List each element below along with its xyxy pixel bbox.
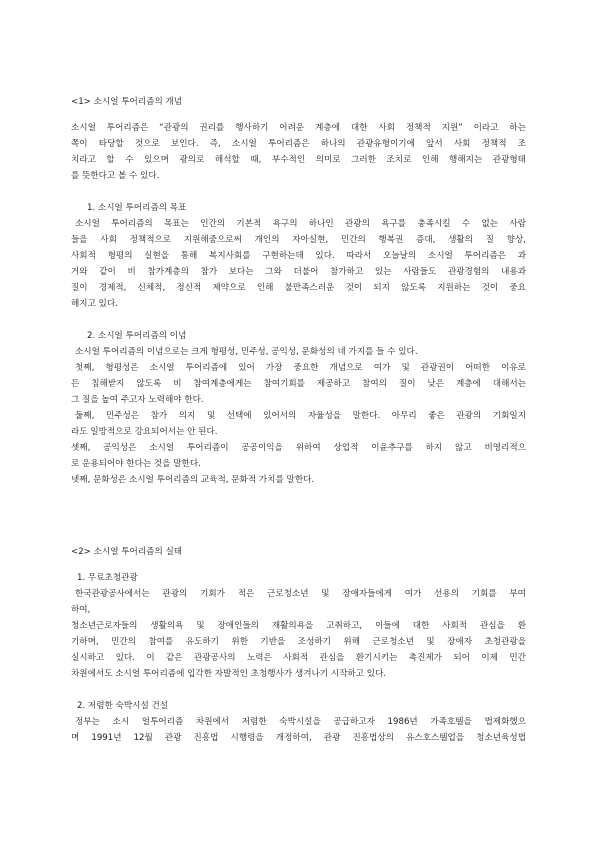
text-line: 거와 같이 비 참가계층의 참가 보다는 그와 더불어 참가하고 있는 사람들도 관광경험의 내용과 xyxy=(71,267,526,277)
paragraph-free-tour xyxy=(71,586,526,682)
section-heading-concept: <1> 소시얼 투어리즘의 개념 xyxy=(71,97,183,107)
text-line: 질이 경제적, 신체적, 정신적 제약으로 인해 불만족스러운 것이 되지 않도록 지원하는 것이 중요 xyxy=(71,283,526,293)
text-line: 로 운용되어야 한다는 것을 말한다. xyxy=(71,459,201,469)
text-line: 셋째, 공익성은 소시얼 투어리즘이 공공이익을 위하여 상업적 이윤추구를 하지 않고 비영리적으 xyxy=(71,443,526,453)
text-line: 소시얼 투어리즘의 이념으로는 크게 형평성, 민주성, 공익성, 문화성의 네 가지를 들 수 있다. xyxy=(75,347,418,357)
text-line: 넷째, 문화성은 소시얼 투어리즘의 교육적, 문화적 가치를 말한다. xyxy=(71,475,315,485)
text-line: 치라고 할 수 있으며 광의로 해석할 때, 부수적인 의미로 그러한 조치로 인해 행해지는 관광형태 xyxy=(71,155,526,165)
text-line: 를 뜻한다고 볼 수 있다. xyxy=(71,171,160,181)
paragraph-goal xyxy=(71,216,526,312)
subheading-free-tour: 1. 무료초청관광 xyxy=(77,573,138,583)
paragraph-intro xyxy=(71,120,526,184)
text-line: 며 1991년 12월 관광 진흥법 시행령을 개정하여, 관광 진흥법상의 유스호스텔업을 청소년육성법 xyxy=(71,733,526,743)
text-line: 라도 일방적으로 강요되어서는 안 된다. xyxy=(71,427,218,437)
text-line: 실시하고 있다. 이 같은 관광공사의 노력은 사회적 관심을 환기시키는 촉진제가 되어 이제 민간 xyxy=(71,653,526,663)
subheading-ideal: 2. 소시얼 투어리즘의 이념 xyxy=(87,331,187,341)
text-line: 든 침해받지 않도록 비 참여계층에게는 참여기회를 제공하고 참여의 질이 낮은 계층에 대해서는 xyxy=(71,379,526,389)
text-line: 하여, xyxy=(71,605,91,615)
text-line: 둘째, 민주성은 참가 의지 및 선택에 있어서의 자율성을 말한다. 아무리 좋은 관광의 기회일지 xyxy=(75,411,526,421)
text-line: 기하며, 민간의 참여를 유도하기 위한 기반을 조성하기 위해 근로청소년 및 장애자 초청관광을 xyxy=(71,637,526,647)
paragraph-ideal xyxy=(71,344,526,488)
text-line: 정부는 소시 얼투어리즘 차원에서 저렴한 숙박시설을 공급하고자 1986년 가족호텔을 법제화했으 xyxy=(75,717,526,727)
text-line: 차원에서도 소시얼 투어리즘에 입각한 자발적인 초청행사가 생겨나기 시작하고 있다. xyxy=(71,669,387,679)
subheading-lodging: 2. 저렴한 숙박시설 건설 xyxy=(77,701,169,711)
text-line: 해지고 있다. xyxy=(71,299,118,309)
text-line: 그 질을 높여 주고자 노력해야 한다. xyxy=(71,395,204,405)
section-heading-status: <2> 소시얼 투어리즘의 실태 xyxy=(71,547,183,557)
text-line: 사회적 형평의 실현을 통해 복지사회를 구현하는데 있다. 따라서 오늘날의 소시얼 투어리즘은 과 xyxy=(71,251,526,261)
text-line: 첫째, 형평성은 소시얼 투어리즘에 있어 가장 중요한 개념으로 여가 및 관광권이 어떠한 이유로 xyxy=(75,363,526,373)
document-body xyxy=(71,94,526,746)
text-line: 들을 사회 정책적으로 지원해줌으로써 개인의 자아실현, 민간의 행복권 증대, 생활의 질 향상, xyxy=(71,235,526,245)
subheading-goal: 1. 소시얼 투어리즘의 목표 xyxy=(87,203,187,213)
text-line: 청소년근로자들의 생활의욕 및 장애인들의 재활의욕을 고취하고, 이들에 대한 사회적 관심을 환 xyxy=(71,621,526,631)
text-line: 쪽이 타당할 것으로 보인다. 즉, 소시얼 투어리즘은 하나의 관광유형이기에 앞서 사회 정책적 조 xyxy=(71,139,526,149)
text-line: 한국관광공사에서는 관광의 기회가 적은 근로청소년 및 장애자들에게 여가 선용의 기회를 부여 xyxy=(75,589,526,599)
text-line: 소시얼 투어리즘은 “관광의 권리를 행사하기 어려운 계층에 대한 사회 정책적 지원” 이라고 하는 xyxy=(71,123,526,133)
text-line: 소시얼 투어리즘의 목표는 인간의 기본적 욕구의 하나인 관광의 욕구를 충족시킬 수 없는 사람 xyxy=(75,219,526,229)
paragraph-lodging xyxy=(71,714,526,746)
